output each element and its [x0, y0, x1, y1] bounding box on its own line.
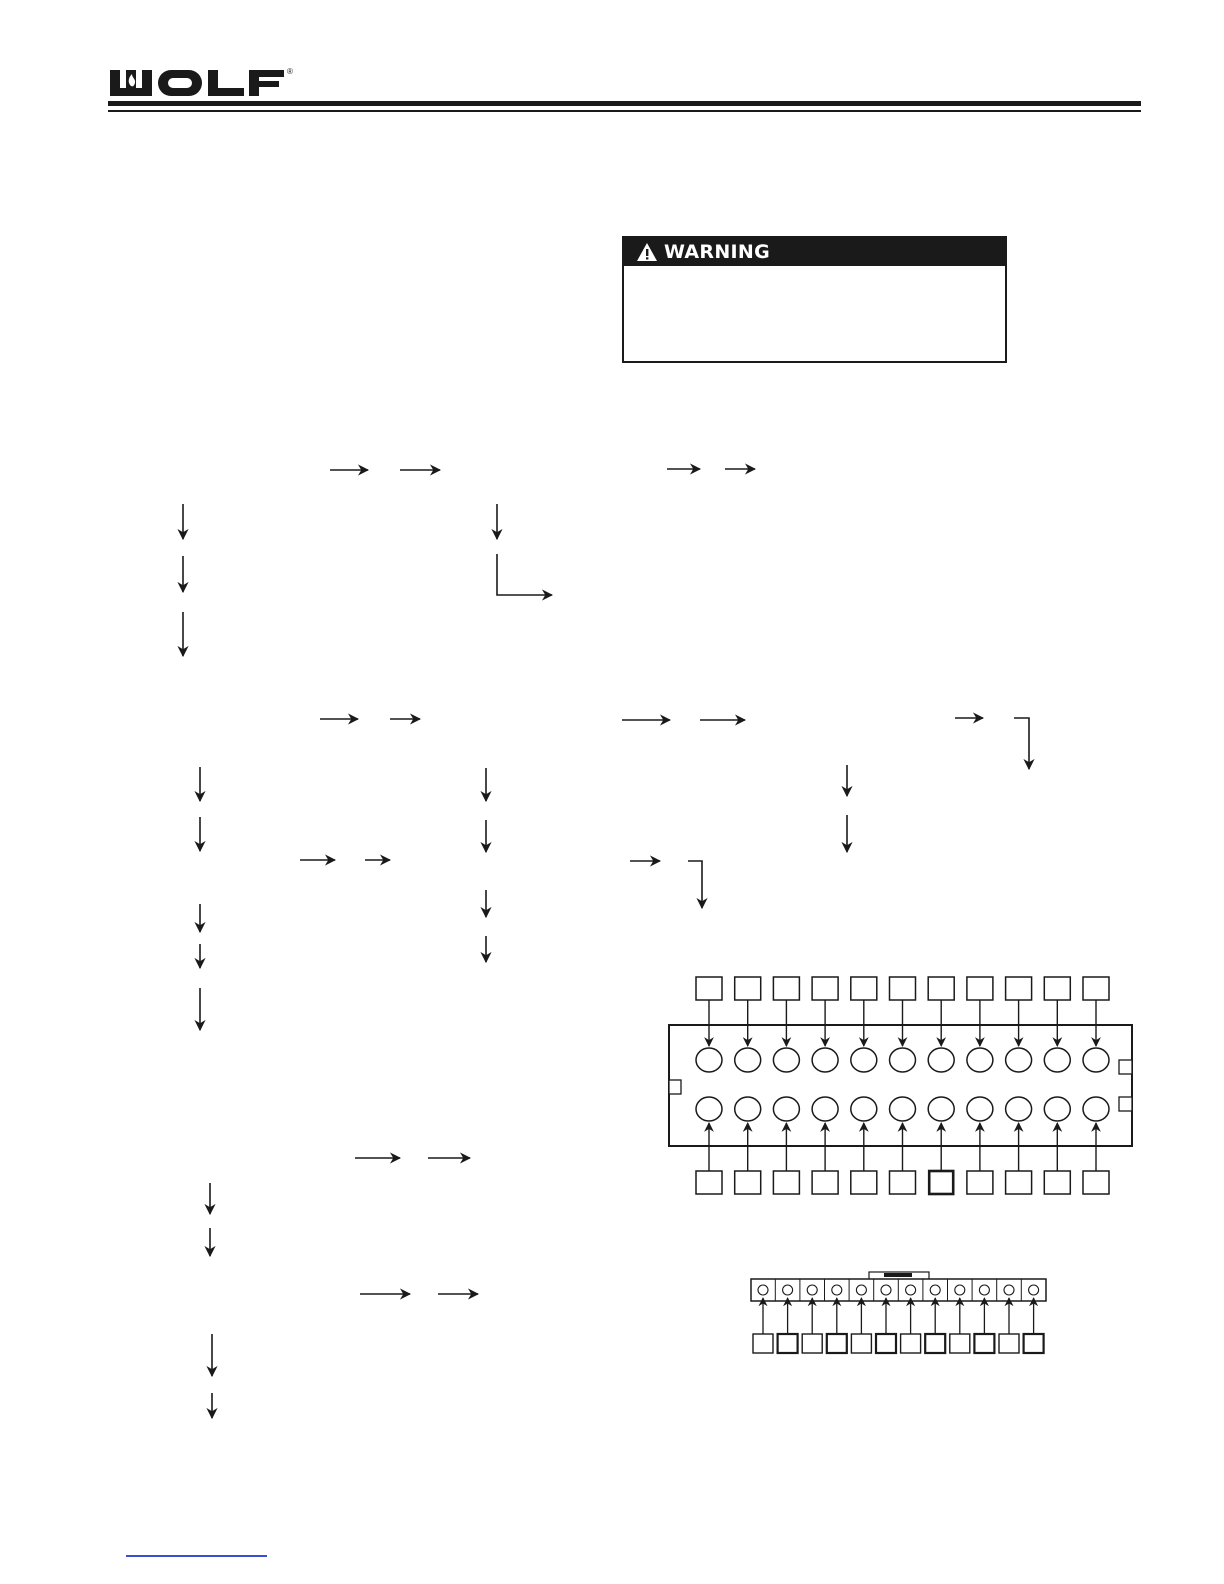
footer-link-underline[interactable]: [126, 1555, 267, 1557]
connector-pin: [851, 1048, 877, 1072]
connector-body: [669, 1025, 1132, 1146]
connector-pin: [1044, 1097, 1070, 1121]
small-terminal-box: [753, 1334, 773, 1353]
terminal-label-box: [812, 977, 838, 1000]
large-connector: [669, 977, 1132, 1194]
terminal-label-box: [1006, 1171, 1032, 1194]
small-terminal-box: [802, 1334, 822, 1353]
small-connector-pin: [955, 1285, 965, 1295]
connector-key: [669, 1080, 681, 1094]
terminal-label-box: [1083, 1171, 1109, 1194]
connector-pin: [967, 1097, 993, 1121]
small-terminal-box: [901, 1334, 921, 1353]
connector-pin: [928, 1097, 954, 1121]
small-connector-pin: [807, 1285, 817, 1295]
connector-pin: [928, 1048, 954, 1072]
terminal-label-box: [967, 977, 993, 1000]
flow-arrow: [688, 861, 702, 908]
small-connector-pin: [979, 1285, 989, 1295]
small-terminal-box: [974, 1334, 994, 1353]
connector-key: [1119, 1060, 1132, 1074]
connector-pin: [1044, 1048, 1070, 1072]
small-terminal-box: [1024, 1334, 1044, 1353]
terminal-label-box: [1006, 977, 1032, 1000]
connector-pin: [1083, 1048, 1109, 1072]
connector-pin: [812, 1097, 838, 1121]
connector-pin: [735, 1048, 761, 1072]
connector-pin: [967, 1048, 993, 1072]
terminal-label-box: [735, 977, 761, 1000]
connector-latch-slot: [884, 1273, 912, 1277]
terminal-label-box: [773, 977, 799, 1000]
small-connector-pin: [906, 1285, 916, 1295]
terminal-label-box: [928, 977, 954, 1000]
terminal-label-box: [929, 1171, 953, 1194]
terminal-label-box: [1083, 977, 1109, 1000]
connector-pin: [1006, 1097, 1032, 1121]
connector-pin: [696, 1048, 722, 1072]
small-connector-pin: [832, 1285, 842, 1295]
connector-pin: [696, 1097, 722, 1121]
terminal-label-box: [1044, 1171, 1070, 1194]
terminal-label-box: [773, 1171, 799, 1194]
connector-pin: [812, 1048, 838, 1072]
small-connector: [751, 1272, 1046, 1353]
small-connector-pin: [1029, 1285, 1039, 1295]
small-terminal-box: [925, 1334, 945, 1353]
small-terminal-box: [778, 1334, 798, 1353]
flow-arrow: [497, 554, 552, 595]
small-connector-pin: [881, 1285, 891, 1295]
terminal-label-box: [696, 977, 722, 1000]
warning-title: WARNING: [664, 241, 771, 263]
flow-arrow: [1014, 718, 1029, 769]
connector-pin: [890, 1097, 916, 1121]
connector-pin: [773, 1048, 799, 1072]
small-terminal-box: [999, 1334, 1019, 1353]
terminal-label-box: [812, 1171, 838, 1194]
connector-pin: [735, 1097, 761, 1121]
terminal-label-box: [890, 977, 916, 1000]
small-connector-pin: [930, 1285, 940, 1295]
connector-key: [1119, 1097, 1132, 1111]
small-connector-pin: [783, 1285, 793, 1295]
small-connector-pin: [1004, 1285, 1014, 1295]
small-terminal-box: [876, 1334, 896, 1353]
terminal-label-box: [1044, 977, 1070, 1000]
small-connector-pin: [758, 1285, 768, 1295]
terminal-label-box: [851, 977, 877, 1000]
connector-pin: [1006, 1048, 1032, 1072]
terminal-label-box: [735, 1171, 761, 1194]
terminal-label-box: [967, 1171, 993, 1194]
terminal-label-box: [696, 1171, 722, 1194]
registered-mark: ®: [287, 67, 293, 76]
connector-pin: [773, 1097, 799, 1121]
connector-pin: [851, 1097, 877, 1121]
small-terminal-box: [950, 1334, 970, 1353]
connector-pin: [890, 1048, 916, 1072]
terminal-label-box: [890, 1171, 916, 1194]
small-connector-pin: [856, 1285, 866, 1295]
connector-pin: [1083, 1097, 1109, 1121]
terminal-label-box: [851, 1171, 877, 1194]
small-terminal-box: [827, 1334, 847, 1353]
small-terminal-box: [851, 1334, 871, 1353]
